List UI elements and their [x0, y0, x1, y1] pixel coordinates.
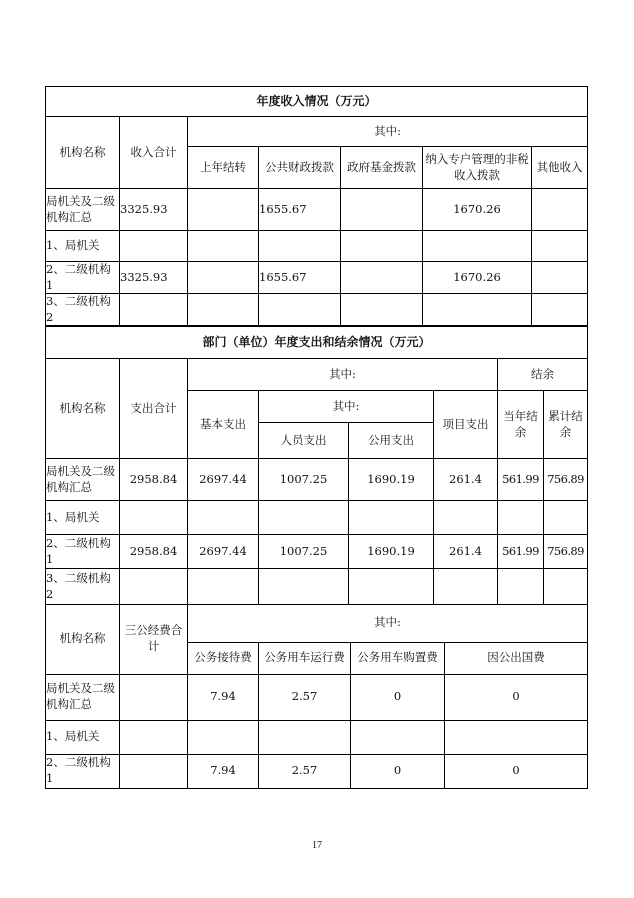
cell: 1655.67 — [259, 189, 341, 231]
row-total: 3325.93 — [120, 262, 188, 294]
cell — [498, 569, 544, 605]
cell: 1007.25 — [259, 535, 349, 569]
expense-header-among2: 其中: — [259, 391, 434, 423]
row-name: 2、二级机构 1 — [46, 535, 120, 569]
table-row — [46, 569, 588, 605]
three-header-among: 其中: — [188, 604, 588, 642]
cell — [188, 189, 259, 231]
row-total — [120, 294, 188, 326]
cell: 7.94 — [188, 754, 259, 788]
income-header-col: 上年结转 — [188, 147, 259, 189]
row-name: 1、局机关 — [46, 501, 120, 535]
cell — [434, 569, 498, 605]
row-name: 3、二级机构 2 — [46, 294, 120, 326]
cell — [341, 189, 423, 231]
expense-header-cumulative-balance: 累计结余 — [544, 391, 588, 459]
three-header-name: 机构名称 — [46, 604, 120, 674]
cell — [188, 294, 259, 326]
cell — [532, 294, 588, 326]
cell: 1655.67 — [259, 262, 341, 294]
row-total: 2958.84 — [120, 459, 188, 501]
cell — [341, 262, 423, 294]
three-public-expenses-table — [45, 604, 588, 789]
income-table — [45, 86, 588, 326]
cell — [188, 720, 259, 754]
cell — [445, 720, 588, 754]
cell — [349, 501, 434, 535]
row-total — [120, 231, 188, 262]
cell — [532, 231, 588, 262]
expense-header-name: 机构名称 — [46, 359, 120, 459]
table-row — [46, 231, 588, 262]
cell: 0 — [351, 754, 445, 788]
row-name: 局机关及二级机构汇总 — [46, 459, 120, 501]
cell — [498, 501, 544, 535]
row-name: 1、局机关 — [46, 720, 120, 754]
income-title: 年度收入情况（万元） — [46, 87, 588, 117]
row-total — [120, 501, 188, 535]
cell — [423, 231, 532, 262]
cell — [349, 569, 434, 605]
row-name: 3、二级机构 2 — [46, 569, 120, 605]
cell — [259, 720, 351, 754]
income-header-among: 其中: — [188, 117, 588, 147]
cell — [188, 501, 259, 535]
three-header-col: 因公出国费 — [445, 642, 588, 674]
table-row — [46, 535, 588, 569]
table-row — [46, 754, 588, 788]
cell: 2697.44 — [188, 535, 259, 569]
expense-title: 部门（单位）年度支出和结余情况（万元） — [46, 327, 588, 359]
income-header-col: 其他收入 — [532, 147, 588, 189]
cell — [434, 501, 498, 535]
expense-header-balance: 结余 — [498, 359, 588, 391]
income-header-total: 收入合计 — [120, 117, 188, 189]
cell — [259, 294, 341, 326]
row-name: 局机关及二级机构汇总 — [46, 674, 120, 720]
expense-header-current-balance: 当年结余 — [498, 391, 544, 459]
expense-header-basic: 基本支出 — [188, 391, 259, 459]
cell — [544, 569, 588, 605]
table-row — [46, 674, 588, 720]
cell: 2697.44 — [188, 459, 259, 501]
cell: 0 — [351, 674, 445, 720]
income-header-col: 纳入专户管理的非税收入拨款 — [423, 147, 532, 189]
cell — [259, 501, 349, 535]
cell — [544, 501, 588, 535]
table-row — [46, 189, 588, 231]
expense-header-among: 其中: — [188, 359, 498, 391]
three-header-col: 公务用车购置费 — [351, 642, 445, 674]
cell — [188, 231, 259, 262]
table-row — [46, 294, 588, 326]
cell: 2.57 — [259, 754, 351, 788]
row-total: 3325.93 — [120, 189, 188, 231]
cell: 261.4 — [434, 459, 498, 501]
row-name: 1、局机关 — [46, 231, 120, 262]
row-total — [120, 754, 188, 788]
expense-table — [45, 326, 588, 605]
cell: 561.99 — [498, 459, 544, 501]
table-row — [46, 720, 588, 754]
income-header-name: 机构名称 — [46, 117, 120, 189]
cell: 0 — [445, 674, 588, 720]
cell — [259, 569, 349, 605]
cell: 1670.26 — [423, 262, 532, 294]
table-row — [46, 459, 588, 501]
cell: 1690.19 — [349, 459, 434, 501]
three-header-total: 三公经费合计 — [120, 604, 188, 674]
cell: 1670.26 — [423, 189, 532, 231]
three-header-col: 公务接待费 — [188, 642, 259, 674]
cell — [259, 231, 341, 262]
row-total: 2958.84 — [120, 535, 188, 569]
expense-header-project: 项目支出 — [434, 391, 498, 459]
row-total — [120, 569, 188, 605]
cell: 2.57 — [259, 674, 351, 720]
income-header-col: 政府基金拨款 — [341, 147, 423, 189]
cell: 756.89 — [544, 459, 588, 501]
cell: 756.89 — [544, 535, 588, 569]
cell: 261.4 — [434, 535, 498, 569]
row-name: 2、二级机构 1 — [46, 754, 120, 788]
page-number: 17 — [312, 840, 322, 851]
cell — [188, 262, 259, 294]
row-name: 2、二级机构 1 — [46, 262, 120, 294]
cell: 561.99 — [498, 535, 544, 569]
row-name: 局机关及二级机构汇总 — [46, 189, 120, 231]
cell — [351, 720, 445, 754]
cell — [341, 294, 423, 326]
table-row — [46, 501, 588, 535]
cell: 7.94 — [188, 674, 259, 720]
cell — [188, 569, 259, 605]
expense-header-total: 支出合计 — [120, 359, 188, 459]
cell — [532, 262, 588, 294]
cell: 0 — [445, 754, 588, 788]
row-total — [120, 720, 188, 754]
row-total — [120, 674, 188, 720]
cell — [341, 231, 423, 262]
three-header-col: 公务用车运行费 — [259, 642, 351, 674]
cell — [532, 189, 588, 231]
income-header-col: 公共财政拨款 — [259, 147, 341, 189]
cell: 1690.19 — [349, 535, 434, 569]
expense-header-personnel: 人员支出 — [259, 423, 349, 459]
table-row — [46, 262, 588, 294]
cell — [423, 294, 532, 326]
expense-header-public: 公用支出 — [349, 423, 434, 459]
cell: 1007.25 — [259, 459, 349, 501]
